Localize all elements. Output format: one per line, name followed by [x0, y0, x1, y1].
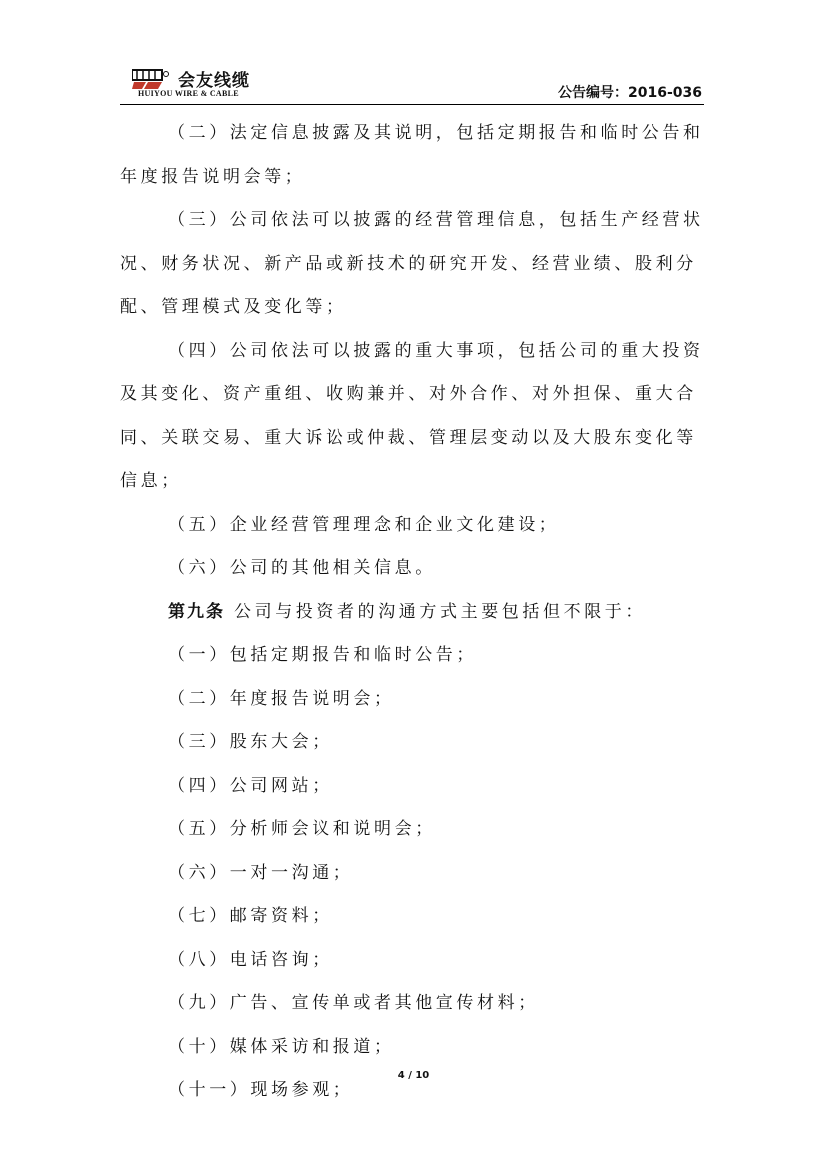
article-9-text: 公司与投资者的沟通方式主要包括但不限于：	[225, 601, 647, 622]
article-9	[120, 591, 704, 635]
paragraph-item-5: （五）企业经营管理理念和企业文化建设；	[168, 514, 560, 535]
list-item: （十一）现场参观；	[168, 1080, 354, 1100]
list-item: （六）一对一沟通；	[168, 862, 354, 883]
logo-chinese-name: 会友线缆	[178, 71, 250, 91]
list-item: （二）年度报告说明会；	[168, 688, 395, 709]
list-item: （三）股东大会；	[168, 732, 333, 752]
paragraph-item-4: （四）公司依法可以披露的重大事项，包括公司的重大投资及其变化、资产重组、收购兼并、对外合作、对外担保、重大合同、关联交易、重大诉讼或仲裁、管理层变动以及大股东变化等信息；	[120, 340, 704, 491]
list-item: （九）广告、宣传单或者其他宣传材料；	[168, 993, 539, 1013]
list-item: （一）包括定期报告和临时公告；	[168, 645, 477, 665]
list-item: （十）媒体采访和报道；	[168, 1036, 395, 1057]
paragraph-item-2: （二）法定信息披露及其说明，包括定期报告和临时公告和年度报告说明会等；	[120, 123, 704, 187]
list-item: （四）公司网站；	[168, 775, 333, 796]
page-number: 4 / 10	[397, 1070, 430, 1081]
announcement-number: 公告编号：2016-036	[558, 85, 702, 101]
list-item: （七）邮寄资料；	[168, 906, 333, 926]
page-header	[120, 64, 704, 105]
cable-logo-icon	[132, 68, 170, 90]
paragraph-item-3: （三）公司依法可以披露的经营管理信息，包括生产经营状况、财务状况、新产品或新技术的研究开发、经营业绩、股利分配、管理模式及变化等；	[120, 210, 704, 317]
list-item: （八）电话咨询；	[168, 949, 333, 970]
logo-english-name: HUIYOU WIRE & CABLE	[138, 89, 239, 98]
article-9-label: 第九条	[168, 601, 225, 622]
paragraph-item-6: （六）公司的其他相关信息。	[168, 558, 436, 578]
document-body	[120, 112, 704, 1113]
list-item: （五）分析师会议和说明会；	[168, 819, 436, 839]
